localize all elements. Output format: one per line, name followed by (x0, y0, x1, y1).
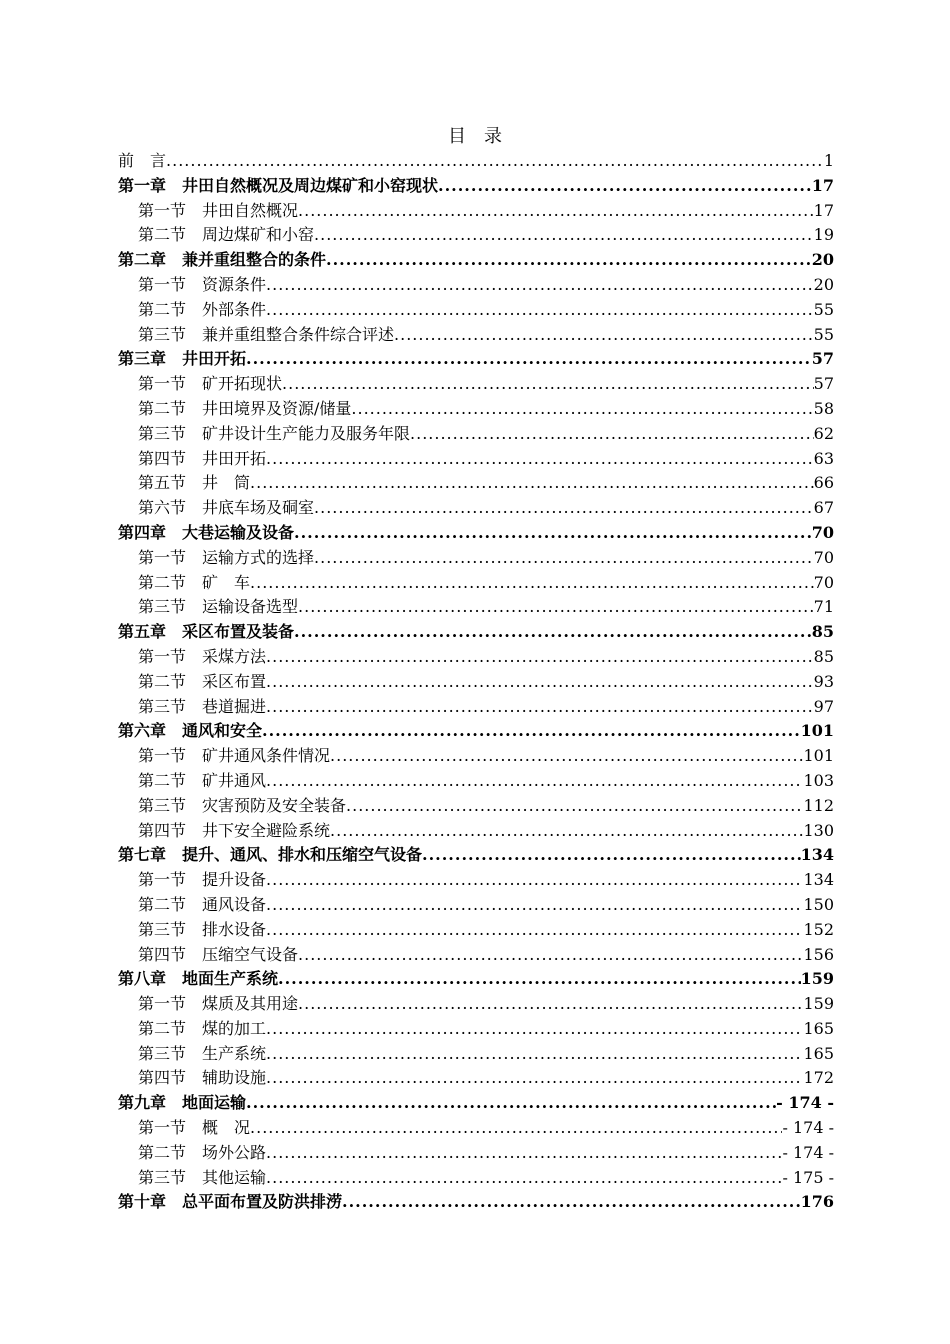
toc-chapter-entry[interactable] (118, 521, 834, 546)
toc-entry-label: 第一节 运输方式的选择 (138, 547, 315, 567)
toc-leader-dots (278, 967, 801, 992)
toc-leader-dots (266, 1042, 803, 1067)
toc-page-number: - 174 - (782, 1118, 834, 1138)
toc-entry-label: 第一节 提升设备 (138, 870, 267, 890)
toc-entry-label: 第一节 矿开拓现状 (138, 374, 283, 394)
toc-leader-dots (250, 1116, 782, 1141)
toc-chapter-entry[interactable] (118, 719, 834, 744)
toc-page-number: 55 (813, 299, 834, 319)
toc-section-entry[interactable] (118, 670, 834, 695)
toc-entry-label: 第四节 井田开拓 (138, 448, 267, 468)
toc-entry-label: 第四节 井下安全避险系统 (138, 820, 331, 840)
toc-entry-label: 第三节 生产系统 (138, 1043, 267, 1063)
toc-section-entry[interactable] (118, 422, 834, 447)
toc-entry-label: 第八章 地面生产系统 (118, 969, 279, 989)
toc-leader-dots (266, 1066, 803, 1091)
toc-section-entry[interactable] (118, 273, 834, 298)
toc-section-entry[interactable] (118, 744, 834, 769)
toc-page-number: 71 (813, 597, 834, 617)
toc-title: 目 录 (448, 126, 502, 147)
toc-page-number: 17 (813, 200, 834, 220)
toc-leader-dots (266, 1017, 803, 1042)
toc-section-entry[interactable] (118, 595, 834, 620)
toc-page-number: 55 (813, 324, 834, 344)
toc-leader-dots (330, 819, 803, 844)
toc-page-number: 103 (803, 770, 834, 790)
toc-entry-label: 第一节 井田自然概况 (138, 200, 299, 220)
toc-leader-dots (282, 372, 814, 397)
toc-page-number: 67 (813, 498, 834, 518)
toc-page-number: 58 (813, 398, 834, 418)
toc-page-number: 156 (803, 944, 834, 964)
toc-chapter-entry[interactable] (118, 149, 834, 174)
toc-leader-dots (438, 174, 812, 199)
toc-section-entry[interactable] (118, 1066, 834, 1091)
toc-page-number: 159 (803, 994, 834, 1014)
toc-page-number: 1 (823, 151, 834, 170)
toc-entry-label: 第一节 概 况 (138, 1118, 251, 1138)
toc-page-number: 66 (813, 473, 834, 493)
toc-entry-label: 第二节 外部条件 (138, 299, 267, 319)
toc-entry-label: 第三节 兼并重组整合条件综合评述 (138, 324, 395, 344)
toc-entry-label: 第五章 采区布置及装备 (118, 622, 295, 642)
toc-leader-dots (314, 223, 814, 248)
toc-chapter-entry[interactable] (118, 967, 834, 992)
toc-section-entry[interactable] (118, 769, 834, 794)
toc-section-entry[interactable] (118, 918, 834, 943)
toc-entry-label: 第三节 巷道掘进 (138, 696, 267, 716)
toc-leader-dots (346, 794, 803, 819)
toc-leader-dots (250, 471, 814, 496)
toc-leader-dots (342, 1190, 801, 1215)
toc-page-number: 62 (813, 423, 834, 443)
toc-page-number: 101 (800, 721, 834, 741)
toc-entry-label: 第三节 其他运输 (138, 1167, 267, 1187)
toc-section-entry[interactable] (118, 1042, 834, 1067)
toc-page-number: 165 (803, 1018, 834, 1038)
toc-leader-dots (410, 422, 814, 447)
toc-page-number: 130 (803, 820, 834, 840)
toc-section-entry[interactable] (118, 868, 834, 893)
toc-entry-label: 前 言 (118, 151, 167, 170)
toc-leader-dots (330, 744, 803, 769)
toc-entry-label: 第一章 井田自然概况及周边煤矿和小窑现状 (118, 175, 439, 195)
toc-page-number: 70 (811, 522, 834, 542)
toc-leader-dots (266, 273, 814, 298)
toc-page-number: 93 (813, 671, 834, 691)
toc-page-number: 85 (811, 622, 834, 642)
toc-page-number: 134 (803, 870, 834, 890)
toc-entry-label: 第七章 提升、通风、排水和压缩空气设备 (118, 845, 423, 865)
toc-page-number: 19 (813, 225, 834, 245)
toc-entry-label: 第六节 井底车场及硐室 (138, 498, 315, 518)
toc-page-number: 17 (811, 175, 834, 195)
toc-leader-dots (266, 447, 814, 472)
toc-entry-label: 第三节 排水设备 (138, 919, 267, 939)
toc-section-entry[interactable] (118, 372, 834, 397)
toc-entry-label: 第四章 大巷运输及设备 (118, 522, 295, 542)
toc-entry-label: 第一节 资源条件 (138, 274, 267, 294)
toc-page-number: 150 (803, 894, 834, 914)
toc-section-entry[interactable] (118, 794, 834, 819)
toc-section-entry[interactable] (118, 471, 834, 496)
toc-leader-dots (266, 918, 803, 943)
toc-page-number: 57 (813, 374, 834, 394)
toc-entry-label: 第六章 通风和安全 (118, 721, 263, 741)
toc-chapter-entry[interactable] (118, 174, 834, 199)
toc-leader-dots (266, 670, 814, 695)
toc-list (118, 149, 834, 1215)
toc-entry-label: 第二节 周边煤矿和小窑 (138, 225, 315, 245)
toc-section-entry[interactable] (118, 199, 834, 224)
toc-leader-dots (166, 149, 824, 174)
toc-page-number: 63 (813, 448, 834, 468)
toc-leader-dots (262, 719, 801, 744)
toc-section-entry[interactable] (118, 571, 834, 596)
toc-page-number: 20 (811, 250, 834, 270)
toc-page-number: 101 (803, 746, 834, 766)
toc-page-number: 85 (813, 646, 834, 666)
toc-entry-label: 第三节 矿井设计生产能力及服务年限 (138, 423, 411, 443)
toc-entry-label: 第三节 灾害预防及安全装备 (138, 795, 347, 815)
toc-section-entry[interactable] (118, 819, 834, 844)
toc-entry-label: 第二节 矿井通风 (138, 770, 267, 790)
toc-section-entry[interactable] (118, 1116, 834, 1141)
toc-leader-dots (246, 1091, 776, 1116)
toc-page-number: 70 (813, 572, 834, 592)
toc-section-entry[interactable] (118, 1166, 834, 1191)
toc-page-number: 159 (800, 969, 834, 989)
toc-entry-label: 第二章 兼并重组整合的条件 (118, 250, 327, 270)
toc-section-entry[interactable] (118, 893, 834, 918)
toc-section-entry[interactable] (118, 1017, 834, 1042)
toc-leader-dots (298, 199, 814, 224)
toc-page-number: 97 (813, 696, 834, 716)
toc-chapter-entry[interactable] (118, 347, 834, 372)
toc-leader-dots (294, 620, 812, 645)
toc-leader-dots (266, 298, 814, 323)
toc-page-number: 176 (800, 1192, 834, 1212)
toc-page-number: 57 (811, 349, 834, 369)
toc-entry-label: 第二节 场外公路 (138, 1142, 267, 1162)
toc-entry-label: 第五节 井 筒 (138, 473, 251, 493)
toc-leader-dots (250, 571, 814, 596)
toc-leader-dots (266, 868, 803, 893)
toc-section-entry[interactable] (118, 1141, 834, 1166)
toc-page-number: 165 (803, 1043, 834, 1063)
toc-entry-label: 第二节 采区布置 (138, 671, 267, 691)
toc-leader-dots (246, 347, 812, 372)
toc-leader-dots (314, 496, 814, 521)
toc-leader-dots (298, 992, 803, 1017)
toc-page-number: 70 (813, 547, 834, 567)
toc-section-entry[interactable] (118, 695, 834, 720)
toc-chapter-entry[interactable] (118, 1091, 834, 1116)
toc-entry-label: 第四节 压缩空气设备 (138, 944, 299, 964)
toc-section-entry[interactable] (118, 546, 834, 571)
toc-entry-label: 第一节 煤质及其用途 (138, 994, 299, 1014)
toc-entry-label: 第四节 辅助设施 (138, 1068, 267, 1088)
toc-page-number: 152 (803, 919, 834, 939)
toc-chapter-entry[interactable] (118, 1190, 834, 1215)
toc-page-number: 112 (803, 795, 834, 815)
toc-leader-dots (298, 943, 803, 968)
toc-section-entry[interactable] (118, 298, 834, 323)
toc-entry-label: 第二节 通风设备 (138, 894, 267, 914)
toc-section-entry[interactable] (118, 645, 834, 670)
toc-leader-dots (266, 645, 814, 670)
toc-leader-dots (266, 893, 803, 918)
toc-page-number: 134 (800, 845, 834, 865)
toc-entry-label: 第一节 矿井通风条件情况 (138, 746, 331, 766)
toc-section-entry[interactable] (118, 496, 834, 521)
toc-entry-label: 第二节 煤的加工 (138, 1018, 267, 1038)
toc-leader-dots (298, 595, 814, 620)
toc-section-entry[interactable] (118, 397, 834, 422)
toc-entry-label: 第一节 采煤方法 (138, 646, 267, 666)
toc-leader-dots (266, 1141, 782, 1166)
toc-leader-dots (351, 397, 813, 422)
toc-page-number: - 175 - (782, 1167, 834, 1187)
toc-section-entry[interactable] (118, 223, 834, 248)
toc-leader-dots (314, 546, 814, 571)
toc-leader-dots (294, 521, 812, 546)
toc-leader-dots (422, 843, 801, 868)
toc-entry-label: 第十章 总平面布置及防洪排涝 (118, 1192, 343, 1212)
toc-entry-label: 第三章 井田开拓 (118, 349, 247, 369)
toc-leader-dots (266, 769, 803, 794)
toc-leader-dots (326, 248, 812, 273)
toc-section-entry[interactable] (118, 943, 834, 968)
toc-entry-label: 第九章 地面运输 (118, 1093, 247, 1113)
toc-section-entry[interactable] (118, 323, 834, 348)
toc-page-number: 20 (813, 274, 834, 294)
toc-section-entry[interactable] (118, 992, 834, 1017)
toc-leader-dots (266, 695, 814, 720)
toc-page-number: 172 (803, 1068, 834, 1088)
toc-leader-dots (266, 1166, 782, 1191)
toc-chapter-entry[interactable] (118, 843, 834, 868)
toc-leader-dots (394, 323, 814, 348)
toc-entry-label: 第二节 井田境界及资源/储量 (138, 398, 352, 418)
toc-page-number: - 174 - (782, 1142, 834, 1162)
toc-page-number: - 174 - (776, 1093, 834, 1113)
toc-chapter-entry[interactable] (118, 620, 834, 645)
toc-section-entry[interactable] (118, 447, 834, 472)
toc-entry-label: 第三节 运输设备选型 (138, 597, 299, 617)
toc-entry-label: 第二节 矿 车 (138, 572, 251, 592)
toc-chapter-entry[interactable] (118, 248, 834, 273)
